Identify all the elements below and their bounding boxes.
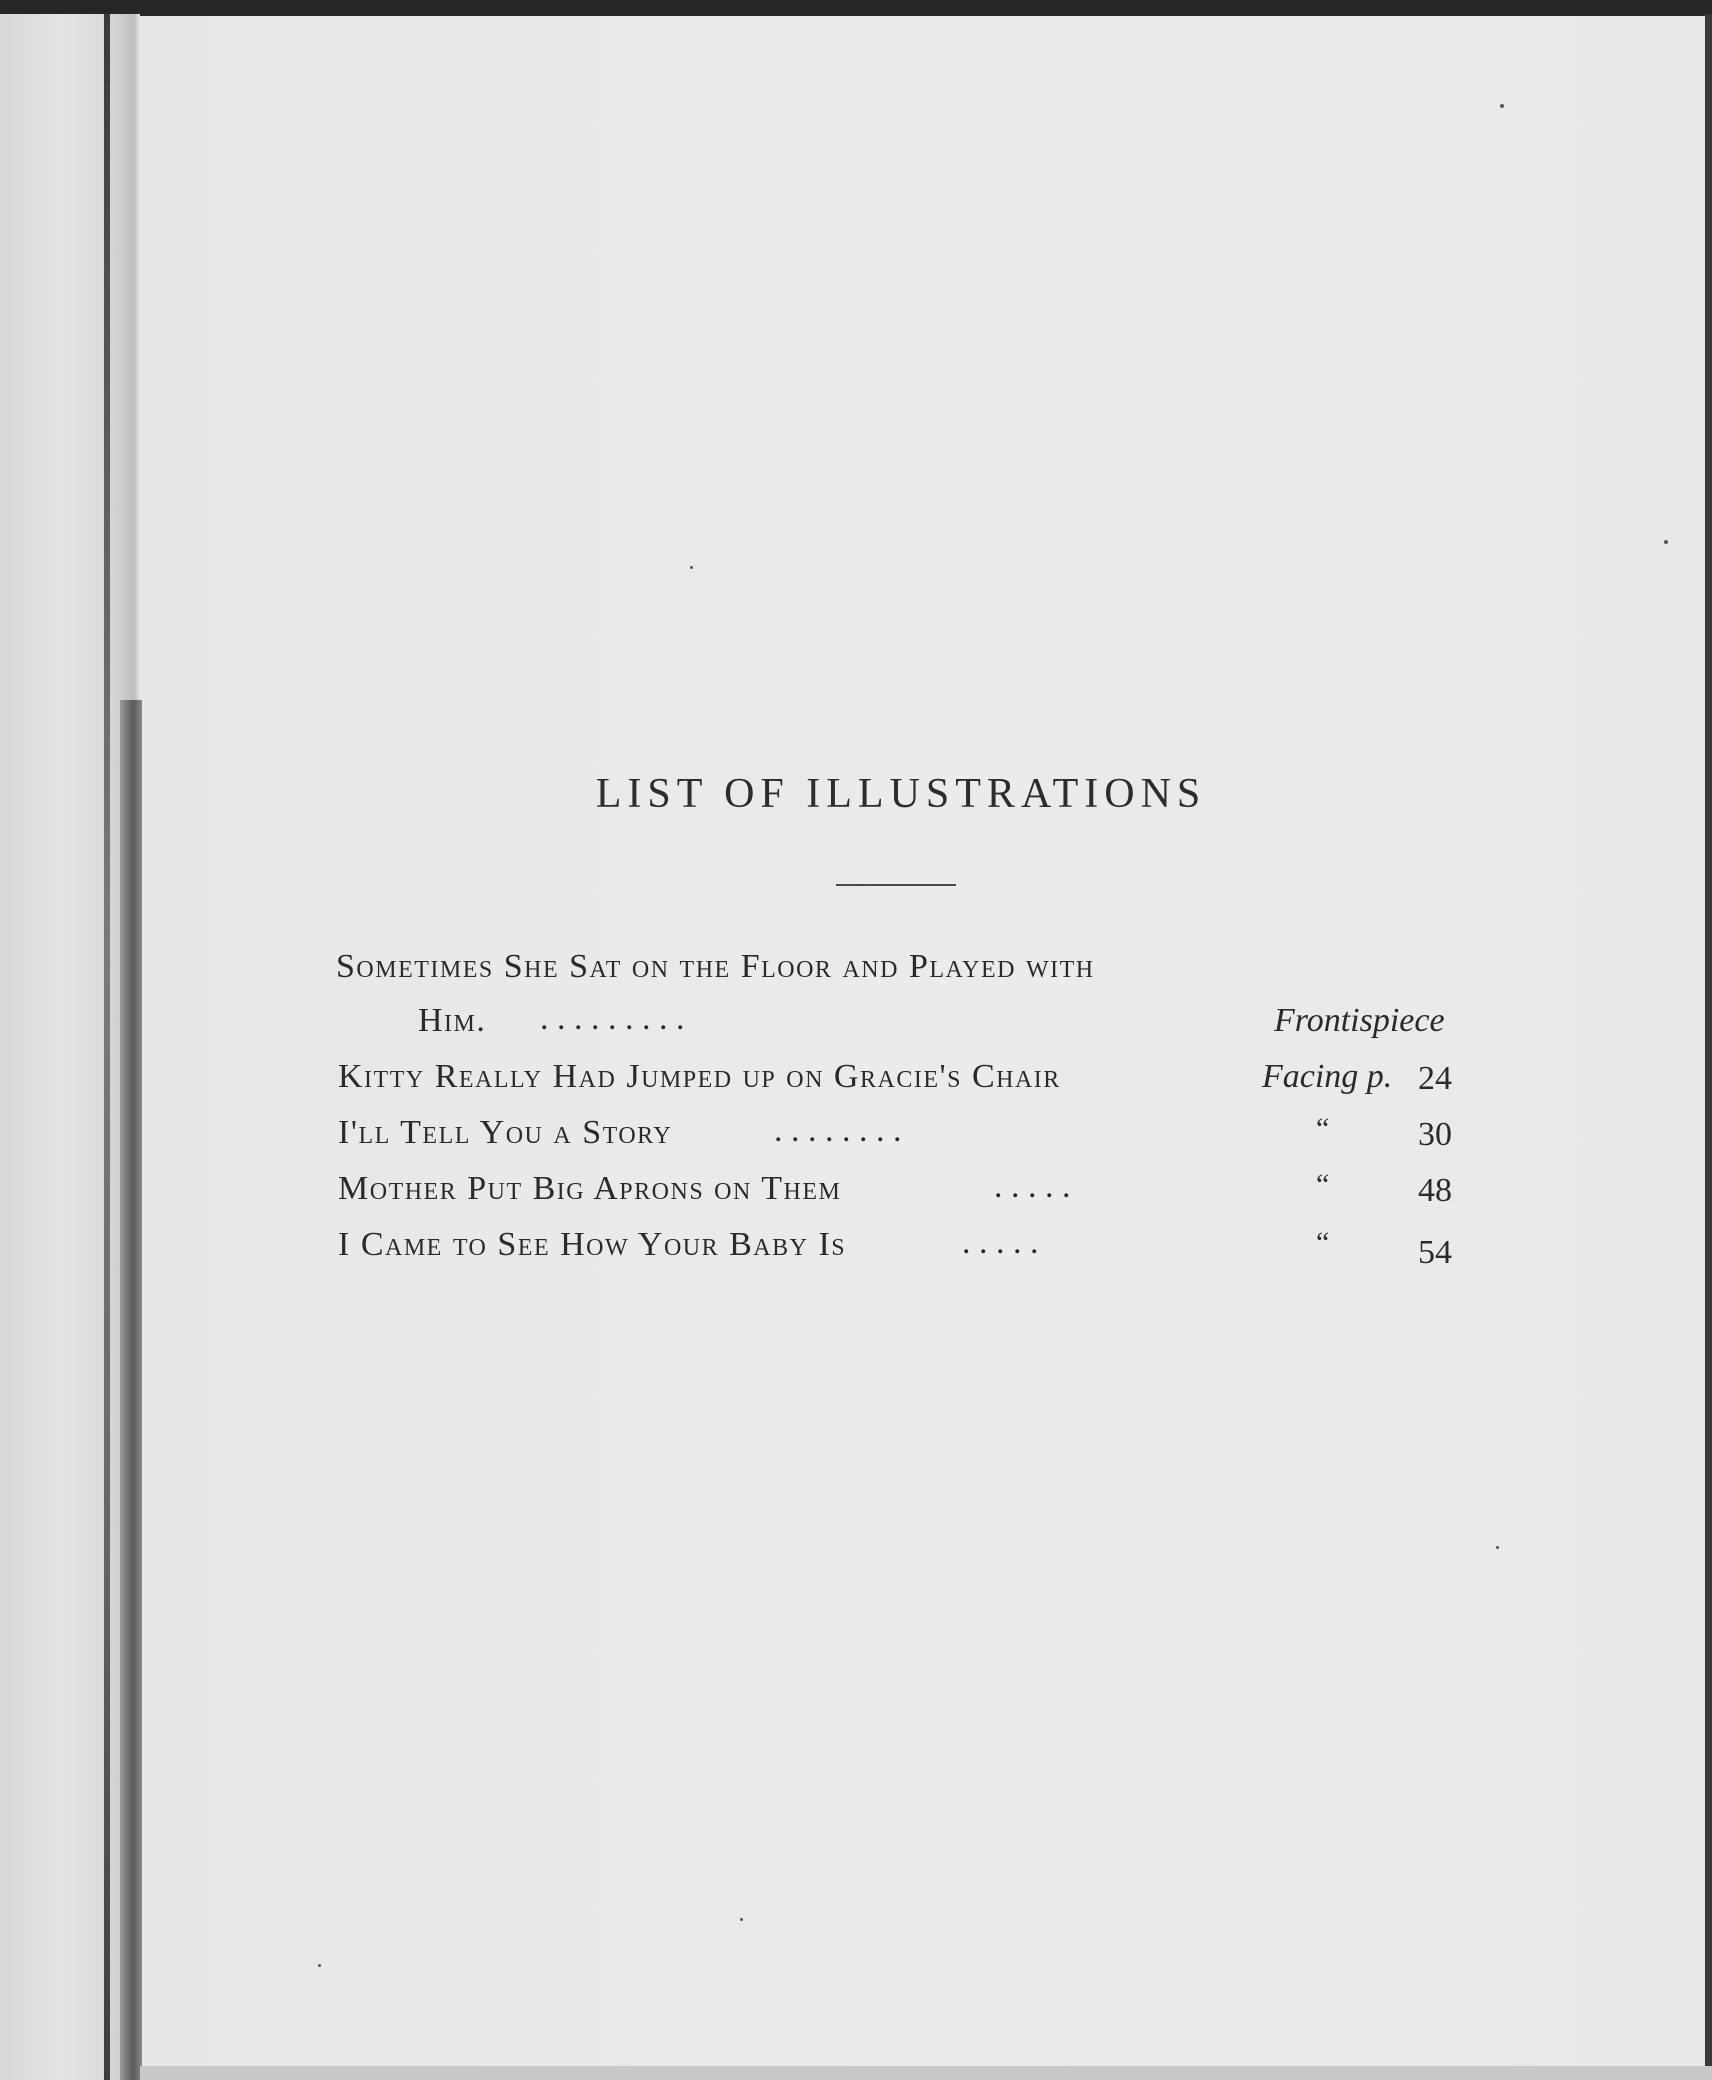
illustration-caption: I Came to See How Your Baby Is [338, 1226, 847, 1263]
dot-leader: . . . . . . . . . [540, 1000, 685, 1037]
ditto-mark: “ [1316, 1226, 1330, 1259]
illustration-caption: Mother Put Big Aprons on Them [338, 1170, 842, 1207]
paper-speck [1500, 104, 1504, 108]
ditto-mark: “ [1316, 1168, 1330, 1201]
illustration-caption: Sometimes She Sat on the Floor and Played with [336, 948, 1095, 985]
scan-bottom-edge [140, 2066, 1712, 2080]
dot-leader: . . . . . . . . [774, 1112, 902, 1149]
paper-speck [740, 1918, 743, 1921]
illustration-caption: I'll Tell You a Story [338, 1114, 673, 1151]
illustration-reference: Frontispiece [1274, 1002, 1445, 1039]
page-number: 48 [1418, 1172, 1452, 1209]
dot-leader: . . . . . [962, 1224, 1039, 1261]
title-rule [836, 884, 956, 886]
illustration-caption-continued: Him. [418, 1002, 487, 1039]
page-number: 54 [1418, 1234, 1452, 1271]
ditto-mark: “ [1316, 1112, 1330, 1145]
page-number: 30 [1418, 1116, 1452, 1153]
page [140, 16, 1705, 2068]
illustration-reference: Facing p. [1262, 1058, 1393, 1095]
page-number: 24 [1418, 1060, 1452, 1097]
facing-page-edge [0, 14, 140, 2080]
paper-speck [1496, 1546, 1499, 1549]
dot-leader: . . . . . [994, 1168, 1071, 1205]
gutter-shadow [120, 700, 142, 2080]
paper-speck [1664, 540, 1668, 544]
paper-speck [690, 566, 693, 569]
scan-right-edge [1705, 14, 1712, 2080]
book-gutter [104, 14, 110, 2080]
illustration-caption: Kitty Really Had Jumped up on Gracie's Chair [338, 1058, 1061, 1095]
page-title: LIST OF ILLUSTRATIONS [595, 771, 1207, 817]
scan-top-edge [0, 0, 1712, 16]
paper-speck [318, 1964, 321, 1967]
